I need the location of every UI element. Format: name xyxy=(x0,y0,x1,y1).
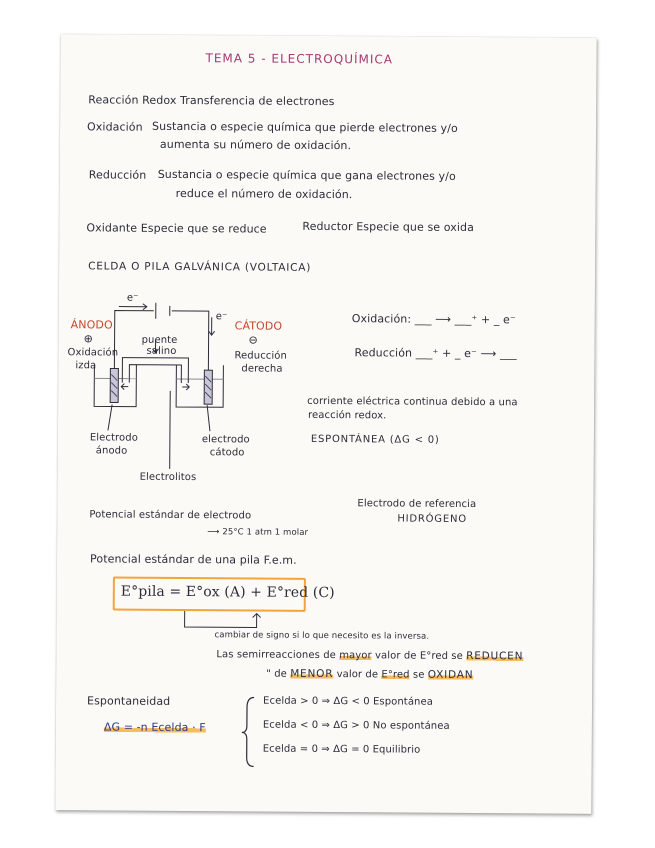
current-description-line2: reacción redox. xyxy=(308,409,387,422)
page-title: TEMA 5 - ELECTROQUÍMICA xyxy=(205,51,394,67)
oxidize-rule-e: E°red xyxy=(381,669,410,681)
oxidize-rule-mid: valor de xyxy=(333,669,382,681)
current-description-line1: corriente eléctrica continua debido a una xyxy=(307,395,518,409)
oxidant-definition: Oxidante Especie que se reduce xyxy=(86,221,267,236)
electron-label: e⁻ xyxy=(126,292,139,304)
spontaneity-heading: Espontaneidad xyxy=(87,694,171,708)
oxidize-rule-highlight: OXIDAN xyxy=(427,668,474,682)
reduction-definition-line1: Sustancia o especie química que gana electrones y/o xyxy=(157,167,456,183)
spontaneity-case-negative: Ecelda < 0 ⇒ ΔG > 0 No espontánea xyxy=(262,719,450,732)
cathode-electrode-label: electrodo xyxy=(201,434,250,446)
anode-electrode-label-2: ánodo xyxy=(95,445,128,457)
cathode-electrode-label-2: cátodo xyxy=(209,447,245,459)
cathode-right-label: derecha xyxy=(241,363,283,375)
gibbs-formula-text: ΔG = -n Ecelda · F xyxy=(103,720,206,735)
standard-electrode-potential: Potencial estándar de electrodo xyxy=(89,509,252,522)
cell-potential-formula: E°pila = E°ox (A) + E°red (C) xyxy=(120,583,335,602)
oxidation-term: Oxidación xyxy=(87,120,143,134)
salt-bridge-label: puente xyxy=(141,334,178,346)
oxidize-rule-se: se xyxy=(409,669,428,681)
spontaneous-label: ESPONTÁNEA (ΔG < 0) xyxy=(310,433,440,446)
reductant-definition: Reductor Especie que se oxida xyxy=(302,219,474,235)
anode-oxidation-label: Oxidación xyxy=(67,347,119,359)
cathode-reduction-label: Reducción xyxy=(234,350,287,362)
reduce-rule-highlight: REDUCEN xyxy=(466,649,524,663)
reference-electrode: Electrodo de referencia xyxy=(357,498,477,511)
electron-label-cathode: e⁻ xyxy=(215,311,228,323)
oxidation-half-reaction: Oxidación: ___ ⟶ ___⁺ + _ e⁻ xyxy=(351,312,516,327)
salt-bridge-label-2: salino xyxy=(146,345,177,357)
anode-left-label: izda xyxy=(75,360,97,372)
galvanic-cell-heading: CELDA O PILA GALVÁNICA (VOLTAICA) xyxy=(88,260,312,274)
redox-definition: Reacción Redox Transferencia de electrones xyxy=(88,93,335,109)
sign-change-note: cambiar de signo si lo que necesito es la inversa. xyxy=(214,630,430,642)
standard-cell-potential: Potencial estándar de una pila F.e.m. xyxy=(90,552,297,567)
reduce-rule-mid: valor de E°red se xyxy=(371,650,467,662)
reduce-rule-prefix: Las semirreacciones de xyxy=(216,649,340,662)
cathode-label: CÁTODO xyxy=(234,319,283,333)
anode-label: ÁNODO xyxy=(70,318,113,332)
reduction-definition-line2: reduce el número de oxidación. xyxy=(175,186,353,202)
anode-sign: ⊕ xyxy=(83,332,93,346)
hydrogen-electrode: HIDRÓGENO xyxy=(397,513,467,525)
cathode-sign: ⊖ xyxy=(248,333,258,347)
reduce-rule-major: mayor xyxy=(339,650,372,662)
reduction-half-reaction: Reducción ___⁺ + _ e⁻ ⟶ ___ xyxy=(354,346,517,361)
standard-conditions: ⟶ 25°C 1 atm 1 molar xyxy=(207,527,309,538)
reduction-term: Reducción xyxy=(88,168,147,182)
oxidation-definition-line2: aumenta su número de oxidación. xyxy=(159,137,352,153)
electrolytes-label: Electrolitos xyxy=(139,471,197,484)
oxidize-rule-prefix: " de xyxy=(266,668,291,680)
spontaneity-case-zero: Ecelda = 0 ⇒ ΔG = 0 Equilibrio xyxy=(262,743,421,756)
notebook-page xyxy=(55,34,596,814)
anode-electrode-label: Electrodo xyxy=(89,432,138,444)
oxidation-definition-line1: Sustancia o especie química que pierde electrones y/o xyxy=(152,119,458,135)
oxidize-rule-minor: MENOR xyxy=(290,667,334,681)
spontaneity-case-positive: Ecelda > 0 ⇒ ΔG < 0 Espontánea xyxy=(263,695,434,708)
